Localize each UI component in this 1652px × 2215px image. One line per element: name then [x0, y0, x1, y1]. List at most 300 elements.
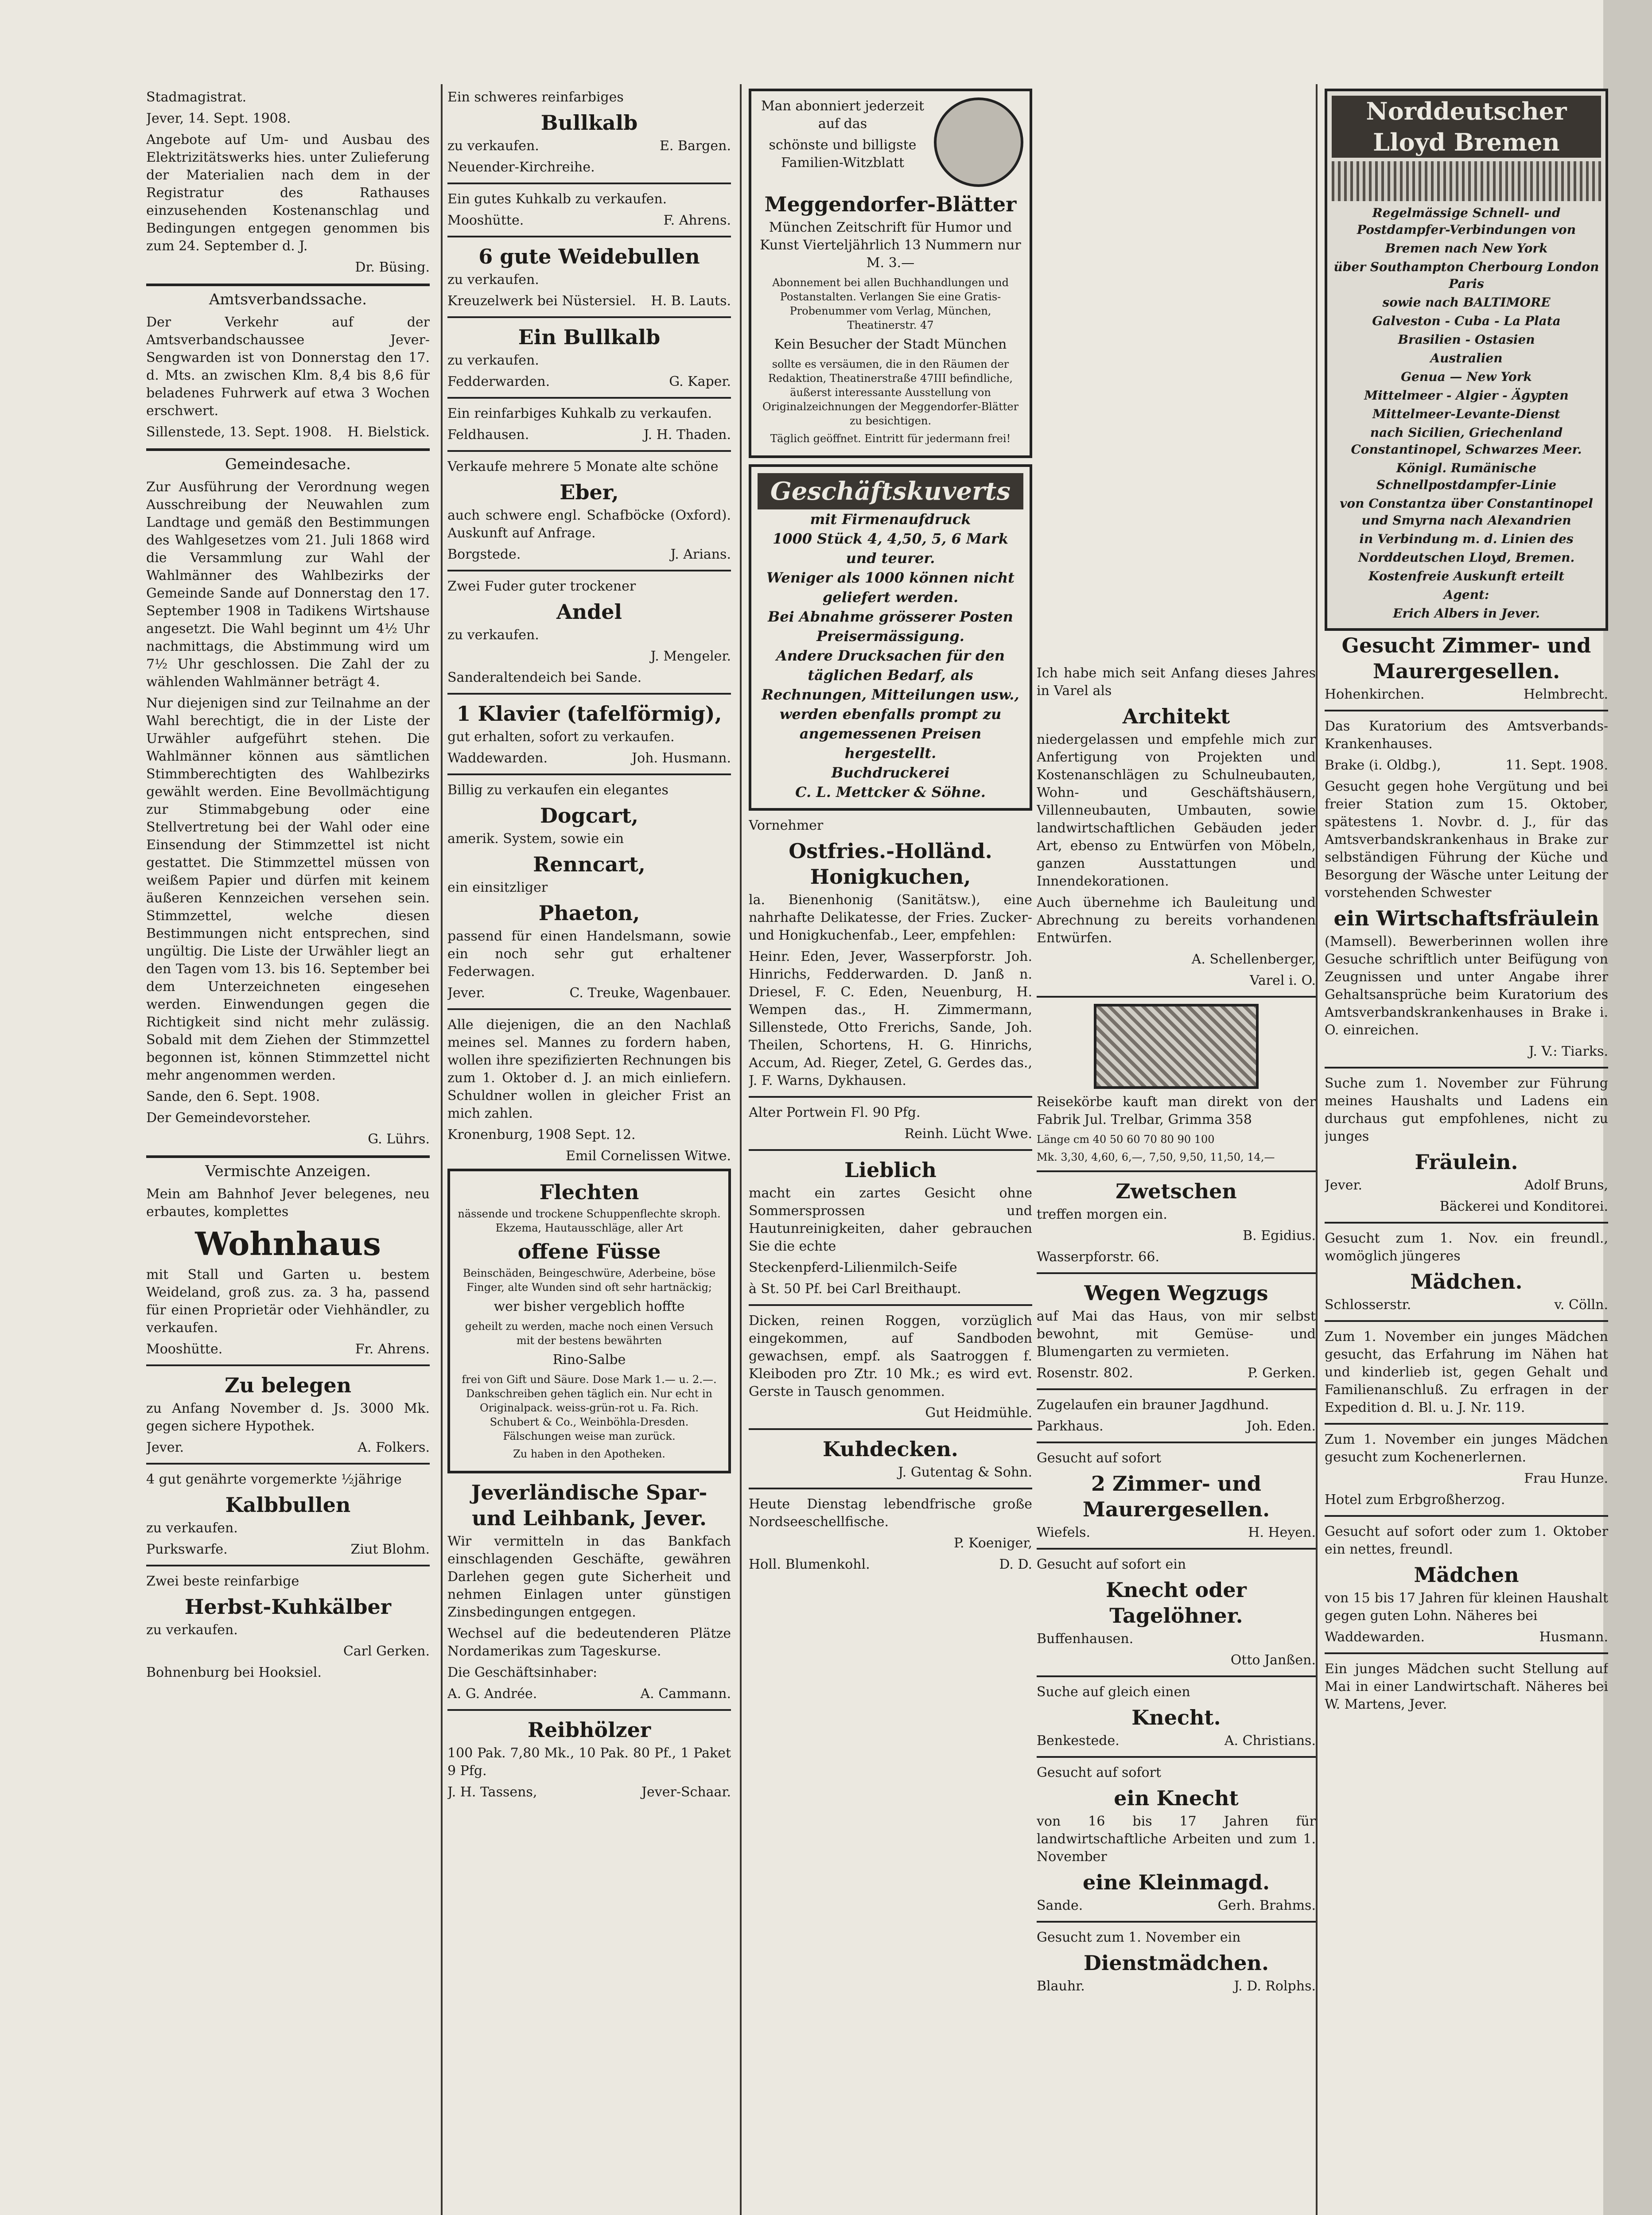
signature-line	[1037, 1652, 1316, 1669]
ad-separator	[447, 570, 731, 571]
ad-separator	[1325, 1067, 1608, 1069]
signature-name: G. Lührs.	[368, 1131, 430, 1147]
ad-text: Kronenburg, 1908 Sept. 12.	[447, 1127, 636, 1142]
column-rule	[740, 84, 742, 2215]
ad-heading: ein Wirtschaftsfräulein	[1333, 906, 1599, 930]
signature-place: Waddewarden.	[447, 750, 548, 766]
ad-heading: Meggendorfer-Blätter	[764, 192, 1017, 216]
ad-separator	[146, 1565, 430, 1566]
signature-line	[447, 648, 731, 665]
ad-line: Andere Drucksachen für den täglichen Bedarf, als Rechnungen, Mitteilungen usw., werden ebenfalls prompt zu angemessenen Preisen hergestellt.	[762, 647, 1019, 762]
ad-text: zu Anfang November d. Js. 3000 Mk. gegen sichere Hypothek.	[146, 1401, 430, 1434]
ad-text: mit Stall und Garten u. bestem Weideland, groß zus. za. 3 ha, passend für einen Proprietär oder Viehhändler, zu verkaufen.	[146, 1267, 430, 1336]
ad-text: Zugelaufen ein brauner Jagdhund.	[1037, 1397, 1269, 1413]
column-3-ads	[749, 817, 1032, 1574]
ad-heading: Renncart,	[533, 852, 645, 876]
ad-text: Ein reinfarbiges Kuhkalb zu verkaufen.	[447, 406, 712, 421]
ad-separator	[146, 1364, 430, 1366]
ad-text: Billig zu verkaufen ein elegantes	[447, 782, 669, 798]
signature-line	[447, 1685, 731, 1703]
column-3	[749, 89, 1032, 2215]
signature-place: Jever.	[146, 1440, 184, 1455]
ad-heading: Fräulein.	[1415, 1150, 1518, 1174]
ad-text: Ich habe mich seit Anfang dieses Jahres in Varel als	[1037, 665, 1316, 699]
ad-heading: ein Knecht	[1114, 1786, 1239, 1810]
ad-line: Norddeutschen Lloyd, Bremen.	[1358, 550, 1575, 565]
signature-place: Schlosserstr.	[1325, 1297, 1411, 1313]
signature-name: J. Mengeler.	[650, 649, 731, 664]
ad-line: Erich Albers in Jever.	[1393, 606, 1540, 621]
travel-basket-icon	[1094, 1004, 1259, 1089]
ad-heading: Mädchen	[1414, 1563, 1519, 1587]
signature-line	[447, 212, 731, 229]
signature-line	[1037, 1732, 1316, 1750]
meggendorfer-ad	[749, 89, 1032, 458]
ad-text: Stadmagistrat.	[146, 89, 247, 105]
signature-place: Jever.	[447, 985, 486, 1001]
ad-heading: Architekt	[1122, 704, 1230, 728]
signature-place: Fedderwarden.	[447, 374, 550, 389]
column-5	[1325, 89, 1608, 2215]
signature-line	[146, 1439, 430, 1457]
ad-headline: Wohnhaus	[195, 1225, 381, 1263]
ad-heading: offene Füsse	[517, 1240, 661, 1263]
ad-line: Genua — New York	[1401, 369, 1532, 384]
signature-place: A. G. Andrée.	[447, 1686, 537, 1702]
signature-line	[1037, 1227, 1316, 1245]
signature-line	[447, 546, 731, 563]
ad-text: Kein Besucher der Stadt München	[774, 337, 1007, 352]
signature-place: Feldhausen.	[447, 427, 529, 443]
signature-name: J. V.: Tiarks.	[1528, 1044, 1608, 1059]
ad-text: Gesucht auf sofort	[1037, 1765, 1162, 1780]
signature-place: zu verkaufen.	[447, 138, 539, 154]
column-2	[447, 89, 731, 2215]
ad-separator	[1325, 1423, 1608, 1425]
signature-line	[1037, 951, 1316, 968]
ad-text: (Mamsell). Bewerberinnen wollen ihre Gesuche schriftlich unter Beifügung von Zeugnissen und unter Angabe ihrer Gehaltsansprüche beim Kuratorium des Amtsverbandskrankenhauses in Brake i. O. einreichen.	[1325, 934, 1608, 1038]
ad-separator	[1037, 1756, 1316, 1758]
ad-heading: 6 gute Weidebullen	[478, 245, 700, 268]
ad-line: Agent:	[1443, 587, 1489, 602]
ad-text: Heinr. Eden, Jever, Wasserpforstr. Joh. Hinrichs, Fedderwarden. D. Janß n. Driesel, F. C. Eden, Neuenburg, H. Wempen das., H. Zimmermann, Sillenstede, Otto Frerichs, Sande, Joh. Theilen, Schortens, H. G. Hinrichs, Accum, Ad. Rieger, Zetel, G. Gerdes das., J. F. Warns, Dykhausen.	[749, 949, 1032, 1088]
signature-line	[749, 1464, 1032, 1481]
signature-name: H. Heyen.	[1248, 1525, 1316, 1540]
ad-heading: Flechten	[539, 1180, 639, 1204]
column-5-ads	[1325, 633, 1608, 1714]
signature-line	[749, 1404, 1032, 1422]
ad-text: Auch übernehme ich Bauleitung und Abrechnung zu bereits vorhandenen Entwürfen.	[1037, 895, 1316, 946]
signature-line	[1325, 1628, 1608, 1646]
ad-small-text: geheilt zu werden, mache noch einen Versuch mit der bestens bewährten	[465, 1320, 714, 1347]
signature-line	[749, 1104, 1032, 1122]
signature-line	[1325, 1043, 1608, 1061]
signature-name: Gut Heidmühle.	[925, 1405, 1032, 1421]
signature-name: Varel i. O.	[1249, 973, 1316, 988]
ad-separator	[447, 450, 731, 452]
ad-text: Angebote auf Um- und Ausbau des Elektrizitätswerks hies. unter Zulieferung der Materialien nach dem in der Registratur des Rathauses einzusehenden Kostenanschlag und Bedingungen entgegen genommen bis zum 24. September d. J.	[146, 132, 430, 254]
signature-place: Holl. Blumenkohl.	[749, 1557, 870, 1572]
signature-line	[749, 1556, 1032, 1574]
steamship-icon	[1332, 161, 1601, 201]
ad-separator	[749, 1488, 1032, 1489]
ad-separator	[1037, 996, 1316, 998]
ad-line: Bei Abnahme grösserer Posten Preisermässigung.	[768, 608, 1013, 645]
ad-separator	[447, 183, 731, 184]
signature-name: Gerh. Brahms.	[1217, 1898, 1316, 1913]
ad-text: Rino-Salbe	[552, 1352, 626, 1368]
ad-heading: Kuhdecken.	[823, 1437, 958, 1461]
column-4	[1037, 664, 1316, 2215]
ad-separator	[1325, 1515, 1608, 1517]
ad-heading: Phaeton,	[538, 901, 640, 925]
ad-separator	[1325, 1320, 1608, 1322]
ad-small-text: Länge cm 40 50 60 70 80 90 100	[1037, 1133, 1215, 1146]
ad-separator	[1325, 1222, 1608, 1224]
ad-heading: Reibhölzer	[527, 1718, 651, 1742]
ad-separator	[447, 773, 731, 775]
signature-name: J. H. Thaden.	[643, 427, 731, 443]
ad-heading: Eber,	[560, 480, 619, 504]
signature-line	[146, 1341, 430, 1358]
ad-text: macht ein zartes Gesicht ohne Sommersprossen und Hautunreinigkeiten, daher gebrauchen Sie die echte	[749, 1185, 1032, 1254]
ad-text: wer bisher vergeblich hoffte	[494, 1299, 685, 1314]
signature-name: A. Folkers.	[358, 1440, 430, 1455]
section-heading: Gemeindesache.	[146, 448, 430, 475]
signature-name: Husmann.	[1539, 1629, 1608, 1645]
signature-name: Adolf Bruns,	[1524, 1177, 1608, 1193]
ad-text: à St. 50 Pf. bei Carl Breithaupt.	[749, 1281, 961, 1297]
ad-heading: Zu belegen	[224, 1373, 352, 1397]
signature-name: Ziut Blohm.	[350, 1542, 430, 1557]
ad-heading: Ostfries.-Holländ. Honigkuchen,	[789, 839, 992, 889]
signature-line	[749, 1535, 1032, 1552]
signature-place: Blauhr.	[1037, 1978, 1085, 1994]
ad-text: Wir vermitteln in das Bankfach einschlagenden Geschäfte, gewähren Darlehen gegen gute Sicherheit und nehmen Einlagen unter günstigen Zinsbedingungen entgegen.	[447, 1534, 731, 1620]
ad-line: Buchdruckerei	[831, 764, 950, 781]
signature-name: P. Gerken.	[1247, 1365, 1316, 1381]
ad-text: Verkaufe mehrere 5 Monate alte schöne	[447, 459, 719, 474]
signature-line	[1037, 1364, 1316, 1382]
signature-line	[447, 292, 731, 310]
ad-line: Regelmässige Schnell- und Postdampfer-Verbindungen von	[1357, 206, 1576, 237]
ad-separator	[1037, 1272, 1316, 1274]
signature-place: Rosenstr. 802.	[1037, 1365, 1133, 1381]
ad-text: 100 Pak. 7,80 Mk., 10 Pak. 80 Pf., 1 Paket 9 Pfg.	[447, 1745, 731, 1779]
signature-name: E. Bargen.	[659, 138, 731, 154]
geschaeftskuverts-title: Geschäftskuverts	[758, 473, 1023, 509]
signature-line	[447, 984, 731, 1002]
ad-small-text: sollte es versäumen, die in den Räumen der Redaktion, Theatinerstraße 47III befindliche, äußerst interessante Ausstellung von Originalzeichnungen der Meggendorfer-Blätter zu besichtigen.	[762, 358, 1019, 427]
ad-heading: Zwetschen	[1116, 1179, 1237, 1203]
ad-text: Der Gemeindevorsteher.	[146, 1110, 311, 1126]
ad-line: C. L. Mettcker & Söhne.	[795, 784, 986, 801]
ad-heading: Dogcart,	[540, 804, 639, 828]
ad-text: Gesucht auf sofort	[1037, 1450, 1162, 1466]
signature-name: A. Cammann.	[640, 1686, 731, 1702]
signature-name: D. D.	[999, 1557, 1032, 1572]
ad-text: Zum 1. November ein junges Mädchen gesucht, das Erfahrung im Nähen hat und kinderlieb ist, gegen Gehalt und Familienanschluß. Zu erfragen in der Expedition d. Bl. u. J. Nr. 119.	[1325, 1329, 1608, 1415]
ad-text: auch schwere engl. Schafböcke (Oxford). Auskunft auf Anfrage.	[447, 508, 731, 541]
ad-line: sowie nach BALTIMORE	[1382, 295, 1551, 310]
ad-text: Zwei beste reinfarbige	[146, 1574, 299, 1589]
signature-name: P. Koeniger,	[953, 1535, 1032, 1551]
ad-heading: eine Kleinmagd.	[1083, 1870, 1270, 1894]
ad-heading: Jeverländische Spar- und Leihbank, Jever.	[471, 1481, 707, 1530]
ad-text: Gesucht auf sofort ein	[1037, 1557, 1186, 1572]
ad-heading: Wegen Wegzugs	[1084, 1281, 1268, 1305]
ad-text: Dicken, reinen Roggen, vorzüglich eingekommen, auf Sandboden gewachsen, empf. als Saatroggen f. Kleiboden pro Ztr. 10 Mk.; es wird evt. Gerste in Tausch genommen.	[749, 1313, 1032, 1399]
ad-separator	[749, 1096, 1032, 1098]
signature-name: A. Schellenberger,	[1191, 952, 1316, 967]
ad-text: schönste und billigste Familien-Witzblatt	[769, 137, 917, 171]
signature-place: Mooshütte.	[146, 1341, 223, 1357]
geschaeftskuverts-lines	[758, 509, 1023, 802]
ad-separator	[447, 397, 731, 399]
ad-heading: Ein Bullkalb	[518, 325, 661, 349]
ad-text: auf Mai das Haus, von mir selbst bewohnt, mit Gemüse- und Blumengarten zu vermieten.	[1037, 1309, 1316, 1360]
ad-small-text: nässende und trockene Schuppenflechte skroph. Ekzema, Hautausschläge, aller Art	[458, 1208, 721, 1234]
signature-line	[1037, 1418, 1316, 1435]
ad-small-text: Täglich geöffnet. Eintritt für jedermann frei!	[770, 432, 1011, 445]
section-heading: Amtsverbandssache.	[146, 284, 430, 310]
ad-text: Heute Dienstag lebendfrische große Nordseeschellfische.	[749, 1496, 1032, 1530]
ad-heading: Lieblich	[844, 1158, 937, 1182]
ad-text: Zum 1. November ein junges Mädchen gesucht zum Kochenerlernen.	[1325, 1432, 1608, 1465]
ad-text: Bohnenburg bei Hooksiel.	[146, 1665, 322, 1680]
geschaeftskuverts-ad	[749, 464, 1032, 811]
ad-separator	[1037, 1921, 1316, 1923]
ad-line: Mittelmeer-Levante-Dienst	[1372, 407, 1560, 421]
ad-separator	[447, 316, 731, 318]
ad-text: Hotel zum Erbgroßherzog.	[1325, 1492, 1505, 1508]
signature-line	[447, 426, 731, 444]
ad-separator	[749, 1428, 1032, 1430]
signature-line	[146, 424, 430, 441]
ad-text: Das Kuratorium des Amtsverbands-Krankenhauses.	[1325, 719, 1608, 752]
signature-name: H. B. Lauts.	[651, 293, 731, 309]
signature-line	[1325, 686, 1608, 703]
signature-line	[146, 1131, 430, 1148]
signature-line	[1325, 1470, 1608, 1488]
signature-line	[1325, 1198, 1608, 1216]
ad-text: Der Verkehr auf der Amtsverbandschaussee Jever-Sengwarden ist von Donnerstag den 17. d. Mts. an zwischen Klm. 8,4 bis 8,6 für beladenes Fuhrwerk auf etwa 3 Wochen erschwert.	[146, 315, 430, 419]
ad-line: Königl. Rumänische Schnellpostdampfer-Linie	[1376, 461, 1557, 492]
ad-text: Man abonniert jederzeit auf das	[761, 98, 925, 132]
ad-heading: Kalbbullen	[225, 1493, 351, 1517]
signature-line	[447, 373, 731, 391]
signature-line	[1325, 757, 1608, 774]
signature-name: J. Gutentag & Sohn.	[898, 1465, 1032, 1480]
ad-heading: Herbst-Kuhkälber	[184, 1595, 392, 1619]
ad-text: Jever, 14. Sept. 1908.	[146, 111, 291, 126]
signature-name: Joh. Eden.	[1246, 1418, 1316, 1434]
ad-line: nach Sicilien, Griechenland Constantinopel, Schwarzes Meer.	[1351, 425, 1582, 457]
signature-place: Jever.	[1325, 1177, 1363, 1193]
ad-text: treffen morgen ein.	[1037, 1207, 1167, 1222]
ad-separator	[1037, 1170, 1316, 1172]
signature-place: Kreuzelwerk bei Nüstersiel.	[447, 293, 636, 309]
ad-text: von 16 bis 17 Jahren für landwirtschaftliche Arbeiten und zum 1. November	[1037, 1814, 1316, 1865]
ad-text: Buffenhausen.	[1037, 1631, 1134, 1647]
ad-text: Suche zum 1. November zur Führung meines Haushalts und Ladens ein durchaus gut empfohlenes, nicht zu junges	[1325, 1076, 1608, 1144]
signature-name: Fr. Ahrens.	[355, 1341, 430, 1357]
ad-small-text: frei von Gift und Säure. Dose Mark 1.— u. 2.—. Dankschreiben gehen täglich ein. Nur echt in Originalpack. weiss-grün-rot u. Fa. Rich. Schubert & Co., Weinböhla-Dresden. Fälschungen weise man zurück.	[462, 1373, 717, 1442]
signature-name: A. Christians.	[1224, 1733, 1316, 1749]
ad-heading: 1 Klavier (tafelförmig),	[456, 702, 722, 726]
ad-text: ein einsitzliger	[447, 880, 548, 895]
ad-text: Zur Ausführung der Verordnung wegen Ausschreibung der Neuwahlen zum Landtage und gemäß den Bestimmungen des Wahlgesetzes vom 21. Juli 1868 wird die Versammlung zur Wahl der Wahlmänner des Wahlbezirks der Gemeinde Sande auf Donnerstag den 17. September 1908 in Tadikens Wirtshause angesetzt. Die Wahl beginnt um 4½ Uhr nachmittags, die Abstimmung wird um 7½ Uhr geschlossen. Die Zahl der zu wählenden Wahlmänner beträgt 4.	[146, 479, 430, 690]
ad-separator	[146, 1463, 430, 1465]
ad-text: Suche auf gleich einen	[1037, 1684, 1190, 1700]
ad-text: Wasserpforstr. 66.	[1037, 1249, 1159, 1265]
signature-name: F. Ahrens.	[663, 213, 731, 228]
signature-place: Purkswarfe.	[146, 1542, 228, 1557]
ad-small-text: Zu haben in den Apotheken.	[513, 1448, 665, 1460]
ad-text: zu verkaufen.	[146, 1622, 238, 1638]
signature-line	[447, 1784, 731, 1801]
ad-text: Sande, den 6. Sept. 1908.	[146, 1089, 320, 1104]
ad-text: zu verkaufen.	[146, 1520, 238, 1536]
ad-heading: Knecht.	[1131, 1706, 1221, 1729]
ad-text: Die Geschäftsinhaber:	[447, 1665, 598, 1680]
ad-text: Reisekörbe kauft man direkt von der Fabrik Jul. Trelbar, Grimma 358	[1037, 1094, 1316, 1127]
ad-separator	[1037, 1442, 1316, 1443]
signature-place: Parkhaus.	[1037, 1418, 1104, 1434]
ad-small-text: Abonnement bei allen Buchhandlungen und Postanstalten. Verlangen Sie eine Gratis-Probenummer vom Verlag, München, Theatinerstr. 47	[772, 276, 1009, 331]
ad-text: la. Bienenhonig (Sanitätsw.), eine nahrhafte Delikatesse, der Fries. Zucker- und Honigkuchenfab., Leer, empfehlen:	[749, 892, 1032, 943]
signature-name: Emil Cornelissen Witwe.	[565, 1148, 731, 1164]
ad-text: München Zeitschrift für Humor und Kunst Vierteljährlich 13 Nummern nur M. 3.—	[760, 220, 1021, 271]
ad-text: Neuender-Kirchreihe.	[447, 159, 595, 175]
ad-line: von Constantza über Constantinopel und Smyrna nach Alexandrien	[1340, 496, 1593, 528]
ad-text: Gesucht zum 1. November ein	[1037, 1930, 1241, 1945]
signature-name: Dr. Büsing.	[355, 260, 430, 275]
signature-name: Bäckerei und Konditorei.	[1439, 1199, 1608, 1214]
ad-text: Steckenpferd-Lilienmilch-Seife	[749, 1260, 957, 1275]
signature-line	[146, 1643, 430, 1660]
ad-separator	[447, 236, 731, 237]
ad-heading: Andel	[556, 600, 622, 624]
ad-separator	[1037, 1388, 1316, 1390]
ad-text: passend für einen Handelsmann, sowie ein noch sehr gut erhaltener Federwagen.	[447, 929, 731, 979]
signature-name: Helmbrecht.	[1524, 687, 1608, 702]
ad-separator	[1325, 1652, 1608, 1654]
ad-text: niedergelassen und empfehle mich zur Anfertigung von Projekten und Kostenanschlägen zu Schulneubauten, Wohn- und Geschäftshäusern, Villenneubauten, Umbauten, sowie landwirtschaftlichen Gebäuden jeder Art, ebenso zu Entwürfen von Möbeln, ganzen Ausstattungen und Innendekorationen.	[1037, 732, 1316, 889]
ad-line: Kostenfreie Auskunft erteilt	[1368, 569, 1565, 583]
ad-line: Australien	[1430, 351, 1503, 365]
ad-separator	[1037, 1675, 1316, 1677]
signature-line	[1037, 1978, 1316, 1995]
signature-name: Otto Janßen.	[1230, 1652, 1316, 1668]
column-rule	[1316, 84, 1318, 2215]
ad-text: Nur diejenigen sind zur Teilnahme an der Wahl berechtigt, die in der Liste der Urwähler aufgeführt stehen. Die Wahlmänner können aus sämtlichen Stimmberechtigten des Wahlbezirks gewählt werden. Eine Bevollmächtigung zur Stimmabgebung oder eine Stellvertretung bei der Wahl oder eine Einsendung der Stimmzettel ist nicht gestattet. Die Stimmzettel müssen von weißem Papier und dürfen mit keinem äußeren Kennzeichen versehen sein. Stimmzettel, welche diesen Bestimmungen nicht entsprechen, sind ungültig. Die Liste der Urwähler liegt an den Tagen vom 13. bis 16. September bei dem Unterzeichneten eingesehen werden. Einwendungen gegen die Richtigkeit sind nicht mehr zulässig. Sobald mit dem Ziehen der Stimmzettel begonnen ist, können Stimmzettel nicht mehr angenommen werden.	[146, 696, 430, 1083]
ad-text: Ein gutes Kuhkalb zu verkaufen.	[447, 191, 667, 207]
ad-text: zu verkaufen.	[447, 353, 539, 368]
section-heading: Vermischte Anzeigen.	[146, 1155, 430, 1182]
ad-separator	[1037, 1548, 1316, 1550]
ad-separator	[447, 1709, 731, 1711]
signature-place: Waddewarden.	[1325, 1629, 1425, 1645]
ad-line: Bremen nach New York	[1385, 241, 1548, 256]
signature-name: Frau Hunze.	[1524, 1471, 1608, 1486]
signature-name: J. Arians.	[670, 547, 731, 562]
ad-text: Ein junges Mädchen sucht Stellung auf Mai in einer Landwirtschaft. Näheres bei W. Martens, Jever.	[1325, 1661, 1608, 1712]
page-edge	[1603, 0, 1652, 2215]
jester-emblem-icon	[934, 97, 1023, 187]
ad-line: Mittelmeer - Algier - Ägypten	[1364, 388, 1569, 403]
ad-heading: Mädchen.	[1410, 1270, 1523, 1294]
signature-place: Benkestede.	[1037, 1733, 1119, 1749]
signature-line	[1037, 1897, 1316, 1915]
lloyd-lines	[1332, 205, 1601, 622]
signature-place: Wiefels.	[1037, 1525, 1091, 1540]
signature-place: Alter Portwein Fl. 90 Pfg.	[749, 1105, 921, 1120]
signature-place: Mooshütte.	[447, 213, 524, 228]
ad-line: mit Firmenaufdruck	[810, 511, 971, 528]
ad-separator	[1325, 710, 1608, 711]
signature-line	[1037, 1524, 1316, 1542]
signature-name: C. Treuke, Wagenbauer.	[569, 985, 731, 1001]
boxed-ad	[447, 1169, 731, 1473]
ad-separator	[447, 1008, 731, 1010]
lloyd-title: Norddeutscher Lloyd Bremen	[1332, 96, 1601, 158]
ad-text: Zwei Fuder guter trockener	[447, 579, 636, 594]
ad-text: Gesucht gegen hohe Vergütung und bei freier Station zum 15. Oktober, spätestens 1. Novbr. d. J., für das Amtsverbandskrankenhaus in Brake zur selbständigen Führung der Küche und Besorgung der Wäsche unter Leitung der vorstehenden Schwester	[1325, 779, 1608, 901]
ad-text: Alle diejenigen, die an den Nachlaß meines sel. Mannes zu fordern haben, wollen ihre spezifizierten Rechnungen bis zum 1. Oktober d. J. an mich einliefern. Schuldner wollen in gleicher Frist an mich zahlen.	[447, 1017, 731, 1121]
signature-place: Borgstede.	[447, 547, 521, 562]
column-rule	[441, 84, 443, 2215]
signature-line	[146, 259, 430, 276]
ad-text: Gesucht auf sofort oder zum 1. Oktober ein nettes, freundl.	[1325, 1524, 1608, 1557]
signature-place: Sillenstede, 13. Sept. 1908.	[146, 424, 332, 440]
signature-name: J. D. Rolphs.	[1234, 1978, 1316, 1994]
ad-heading: 2 Zimmer- und Maurergesellen.	[1082, 1472, 1270, 1521]
ad-text: zu verkaufen.	[447, 627, 539, 643]
ad-line: Brasilien - Ostasien	[1398, 332, 1535, 347]
signature-place: Hohenkirchen.	[1325, 687, 1425, 702]
ad-text: von 15 bis 17 Jahren für kleinen Haushalt gegen guten Lohn. Näheres bei	[1325, 1590, 1608, 1624]
ad-text: zu verkaufen.	[447, 272, 539, 288]
signature-name: 11. Sept. 1908.	[1505, 758, 1608, 773]
signature-line	[1325, 1177, 1608, 1194]
ad-line: Galveston - Cuba - La Plata	[1372, 314, 1561, 328]
signature-line	[1037, 972, 1316, 990]
ad-text: Wechsel auf die bedeutenderen Plätze Nordamerikas zum Tageskurse.	[447, 1626, 731, 1659]
signature-line	[146, 1541, 430, 1558]
ad-text: 4 gut genährte vorgemerkte ½jährige	[146, 1472, 402, 1487]
signature-name: Carl Gerken.	[343, 1644, 430, 1659]
signature-name: v. Cölln.	[1554, 1297, 1608, 1313]
ad-text: gut erhalten, sofort zu verkaufen.	[447, 729, 675, 745]
ad-text: Gesucht zum 1. Nov. ein freundl., womöglich jüngeres	[1325, 1231, 1608, 1264]
signature-place: Brake (i. Oldbg.),	[1325, 758, 1441, 773]
ad-separator	[749, 1149, 1032, 1151]
ad-line: über Southampton Cherbourg London Paris	[1333, 260, 1599, 291]
column-1	[146, 89, 430, 2215]
signature-place: J. H. Tassens,	[447, 1784, 537, 1800]
signature-name: Joh. Husmann.	[632, 750, 731, 766]
signature-line	[749, 1125, 1032, 1143]
ad-heading: Knecht oder Tagelöhner.	[1106, 1578, 1247, 1628]
signature-name: Jever-Schaar.	[641, 1784, 731, 1800]
ad-line: Weniger als 1000 können nicht geliefert werden.	[766, 569, 1015, 606]
signature-line	[447, 137, 731, 155]
ad-small-text: Beinschäden, Beingeschwüre, Aderbeine, böse Finger, alte Wunden sind oft sehr hartnäckig;	[463, 1267, 716, 1294]
ad-separator	[749, 1304, 1032, 1306]
signature-name: G. Kaper.	[669, 374, 731, 389]
signature-name: B. Egidius.	[1243, 1228, 1316, 1244]
